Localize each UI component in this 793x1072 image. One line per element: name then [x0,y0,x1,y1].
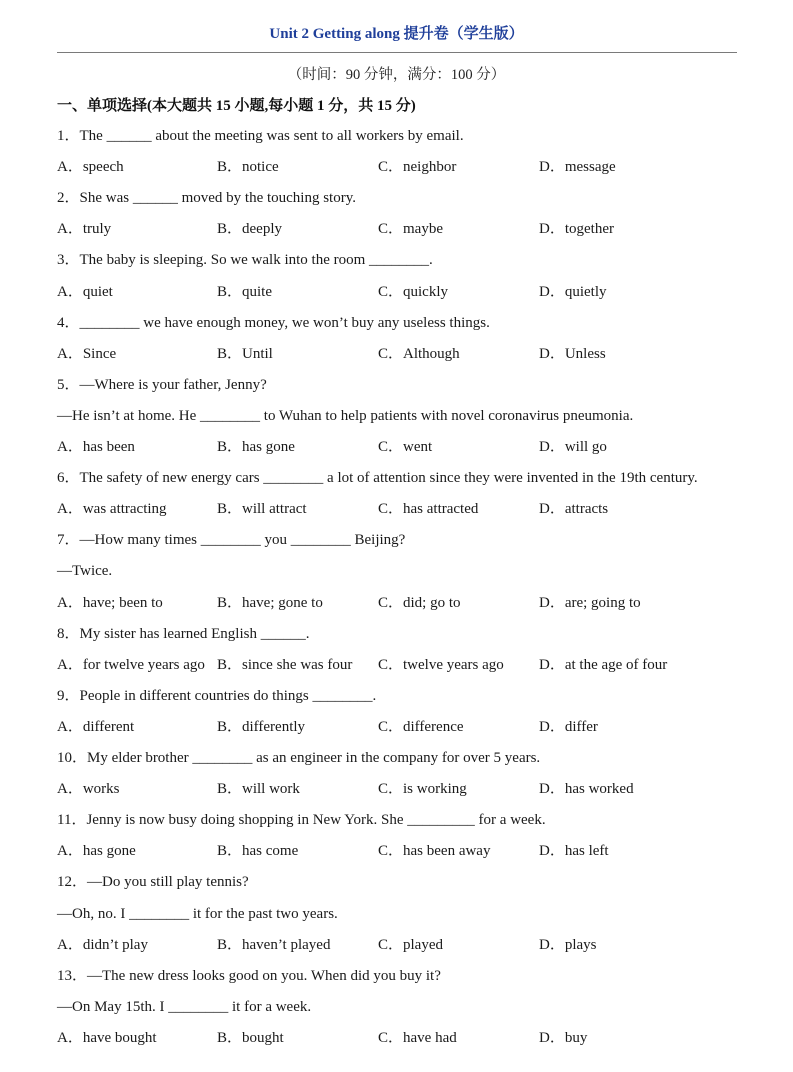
question-stem: 11．Jenny is now busy doing shopping in New York. She _________ for a week. [57,812,546,829]
page-title: Unit 2 Getting along 提升卷（学生版） [269,26,524,42]
option-a: A．have bought [57,1029,157,1046]
question-stem: 1．The ______ about the meeting was sent to all workers by email. [57,128,464,144]
option-d: D．at the age of four [539,656,668,673]
question-stem: 10．My elder brother ________ as an engineer in the company for over 5 years. [57,750,541,766]
answer-options [57,437,747,457]
option-d: D．has left [539,843,609,860]
question-stem: 2．She was ______ moved by the touching story. [57,190,356,207]
option-d: D．will go [539,439,607,455]
option-c: C．difference [378,718,464,735]
option-b: B．deeply [217,221,282,238]
option-d: D．message [539,159,616,176]
answer-options [57,655,747,675]
option-b: B．bought [217,1029,284,1046]
option-a: A．different [57,718,135,735]
question-stem: 5．—Where is your father, Jenny? [57,376,267,393]
question-dialogue-line: —Oh, no. I ________ it for the past two years. [57,905,338,922]
question-stem: 4．________ we have enough money, we won’t buy any useless things. [57,314,490,331]
option-c: C．maybe [378,221,443,238]
option-b: B．notice [217,159,279,176]
answer-options [57,779,747,799]
option-c: C．did; go to [378,594,461,611]
option-c: C．have had [378,1029,457,1046]
option-b: B．haven’t played [217,936,331,953]
answer-options [57,219,747,239]
option-d: D．buy [539,1029,588,1046]
answer-options [57,344,747,364]
option-a: A．have; been to [57,594,163,611]
section-heading: 一、单项选择(本大题共 15 小题,每小题 1 分，共 15 分) [57,98,416,114]
option-b: B．will attract [217,501,307,518]
option-b: B．quite [217,283,272,300]
question-dialogue-line: —On May 15th. I ________ it for a week. [57,998,312,1015]
option-d: D．attracts [539,501,609,518]
question-stem: 12．—Do you still play tennis? [57,874,249,891]
answer-options [57,282,747,302]
option-a: A．speech [57,159,124,176]
option-b: B．differently [217,718,306,735]
option-d: D．Unless [539,345,606,362]
question-dialogue-line: —Twice. [57,563,113,580]
option-c: C．has been away [378,843,491,860]
exam-info: （时间：90 分钟，满分：100 分） [287,67,506,83]
question-dialogue-line: —He isn’t at home. He ________ to Wuhan to help patients with novel coronavirus pneumonia. [57,407,634,424]
question-stem: 9．People in different countries do things ________. [57,687,377,704]
option-a: A．truly [57,221,112,238]
answer-options [57,935,747,955]
option-b: B．will work [217,781,300,798]
question-stem: 6．The safety of new energy cars ________ a lot of attention since they were invented in the 19th century. [57,470,698,487]
question-stem: 3．The baby is sleeping. So we walk into the room ________. [57,252,433,269]
option-c: C．twelve years ago [378,656,504,673]
option-b: B．have; gone to [217,594,323,611]
option-c: C．has attracted [378,501,479,518]
question-stem: 13．—The new dress looks good on you. When did you buy it? [57,967,441,984]
option-d: D．plays [539,936,597,953]
option-d: D．has worked [539,781,634,798]
question-stem: 7．—How many times ________ you ________ Beijing? [57,532,406,549]
option-a: A．has gone [57,843,136,860]
option-d: D．are; going to [539,594,641,611]
answer-options [57,499,747,519]
option-c: C．Although [378,345,460,362]
option-a: A．didn’t play [57,936,148,953]
option-a: A．works [57,781,120,798]
option-b: B．since she was four [217,656,353,673]
option-c: C．went [378,439,433,455]
option-a: A．for twelve years ago [57,656,205,673]
answer-options [57,593,747,613]
option-c: C．quickly [378,283,448,300]
option-c: C．is working [378,781,467,798]
option-d: D．quietly [539,283,607,300]
header-divider [57,52,737,53]
option-c: C．played [378,936,443,953]
option-b: B．has come [217,843,299,860]
option-c: C．neighbor [378,159,457,176]
answer-options [57,841,747,861]
option-a: A．has been [57,439,135,455]
answer-options [57,157,747,177]
question-stem: 8．My sister has learned English ______. [57,625,310,642]
answer-options [57,1028,747,1048]
option-a: A．Since [57,345,117,362]
option-d: D．together [539,221,614,238]
answer-options [57,717,747,737]
option-a: A．was attracting [57,501,167,518]
option-a: A．quiet [57,283,113,300]
option-b: B．has gone [217,439,295,455]
option-b: B．Until [217,345,273,362]
option-d: D．differ [539,718,598,735]
